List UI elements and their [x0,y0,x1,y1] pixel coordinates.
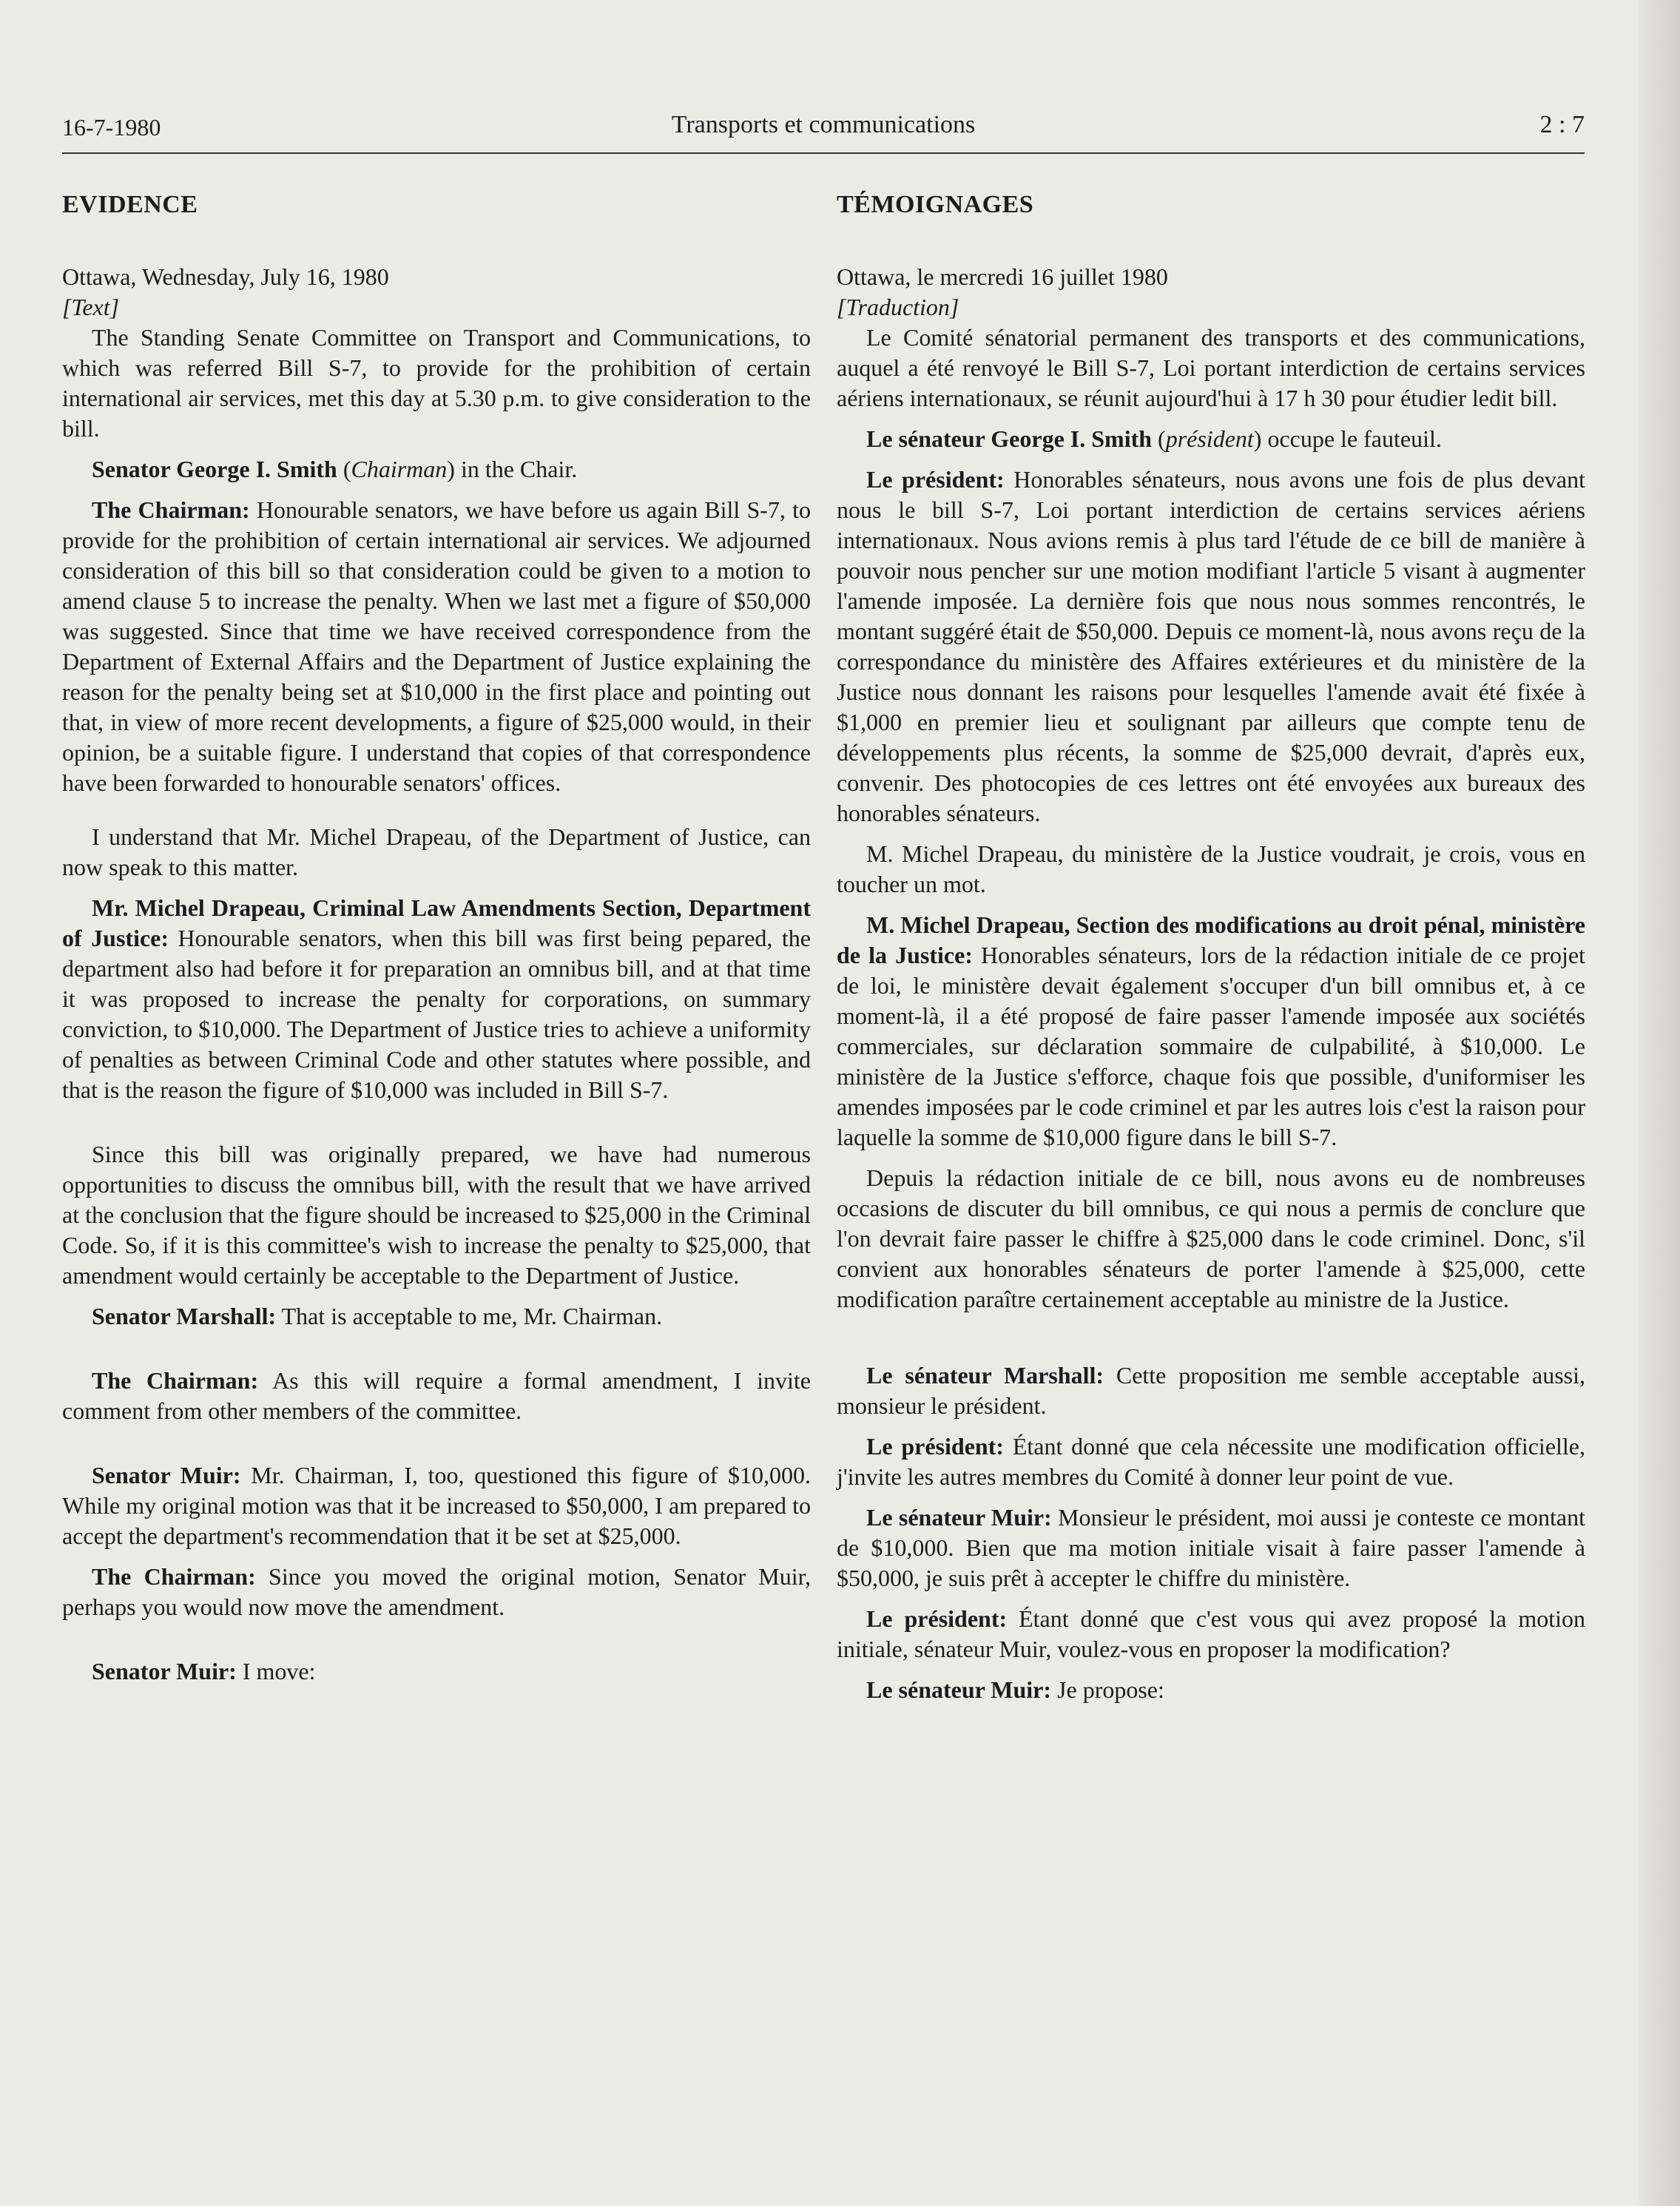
paragraph-chairman-2 [62,1366,811,1426]
paragraph-text: Cette proposition me semble acceptable aussi, monsieur le président. [837,1362,1586,1419]
paragraph-text: Since you moved the original motion, Senator Muir, perhaps you would now move the amendment. [62,1563,812,1620]
speaker-name: Le président: [866,1605,1008,1632]
traduction-tag: [Traduction] [837,294,959,320]
paragraph-drapeau [837,910,1585,1153]
paragraph-text: Honourable senators, when this bill was first being pepared, the department also had before it for preparation an omnibus bill, and at that time it was proposed to increase the penalty for corporations, on summary conviction, to $10,000. The Department of Justice tries to achieve a uniformity of penalties as between Criminal Code and other statutes where possible, and that is the reason the figure of $10,000 was included in Bill S-7. [62,925,812,1103]
paragraph-text: Monsieur le président, moi aussi je conteste ce montant de $10,000. Bien que ma motion initiale visait à faire passer l'amende à $50,000, je suis prêt à accepter le chiffre du ministère. [837,1504,1586,1591]
temoignages-heading: TÉMOIGNAGES [837,191,1034,218]
english-column [62,191,811,1697]
speaker-name: Senator George I. Smith [92,456,337,482]
text-tag: [Text] [62,294,120,320]
speaker-name: Senator Muir: [92,1462,241,1488]
paragraph-text: Étant donné que cela nécessite une modification officielle, j'invite les autres membres du Comité à donner leur point de vue. [837,1433,1586,1490]
paragraph-text: Je propose: [1051,1676,1164,1703]
header-title: Transports et communications [671,111,976,138]
speaker-name: M. Michel Drapeau, Section des modifications au droit pénal, ministère de la Justice: [837,911,1585,968]
paragraph-text: Mr. Chairman, I, too, questioned this figure of $10,000. While my original motion was that it be increased to $50,000, I am prepared to accept the department's recommendation that it be set at $25,000. [62,1462,812,1549]
paragraph-president-3 [837,1604,1585,1664]
running-header [62,108,1585,154]
paragraph-drapeau-intro: I understand that Mr. Michel Drapeau, of the Department of Justice, can now speak to this matter. [62,823,811,880]
header-page-number: 2 : 7 [1539,111,1585,138]
speaker-name: Le sénateur Marshall: [866,1362,1104,1389]
paragraph-intro: The Standing Senate Committee on Transport and Communications, to which was referred Bill S-7, to provide for the prohibition of certain international air services, met this day at 5.30 p.m. to give consideration to the bill. [62,324,811,442]
speaker-name: Le président: [866,466,1005,493]
speaker-name: The Chairman: [92,1563,256,1590]
paragraph-drapeau-2: Since this bill was originally prepared, we have had numerous opportunities to discuss the omnibus bill, with the result that we have arrived at the conclusion that the figure should be increased to $25,000 in the Criminal Code. So, if it is this committee's wish to increase the penalty to $25,000, that amendment would certainly be acceptable to the Department of Justice. [62,1141,811,1289]
speaker-name: Mr. Michel Drapeau, Criminal Law Amendments Section, Department of Justice: [62,894,811,951]
paragraph-president-1 [837,465,1585,829]
paragraph-marshall [62,1301,811,1332]
paragraph-text: Honourable senators, we have before us again Bill S-7, to provide for the prohibition of certain international air services. We adjourned consideration of this bill so that consideration could be given to a motion to amend clause 5 to increase the penalty. When we last met a figure of $50,000 was suggested. Since that time we have received correspondence from the Department of External Affairs and the Department of Justice explaining the reason for the penalty being set at $10,000 in the first place and pointing out that, in view of more recent developments, a figure of $25,000 would, in their opinion, be a suitable figure. I understand that copies of that correspondence have been forwarded to honourable senators' offices. [62,496,812,796]
paragraph-text: occupe le fauteuil. [1261,425,1442,452]
speaker-role: président [1165,425,1254,452]
paragraph-muir-2 [62,1656,811,1687]
paragraph-muir-1 [837,1502,1585,1593]
paragraph-chair-note: Senator George I. Smith (Chairman) in the Chair. [92,456,578,482]
paragraph-text: That is acceptable to me, Mr. Chairman. [276,1303,663,1329]
paragraph-text: I move: [236,1658,316,1684]
speaker-name: Senator Muir: [92,1658,237,1684]
paragraph-muir-1 [62,1460,811,1551]
speaker-name: Le sénateur Muir: [866,1676,1052,1703]
speaker-role: Chairman [351,456,448,482]
french-column [837,191,1585,1716]
speaker-name: Senator Marshall: [92,1303,277,1329]
paragraph-chairman-1 [62,495,811,798]
speaker-name: Le sénateur Muir: [866,1504,1052,1531]
paragraph-drapeau [62,893,811,1105]
paragraph-drapeau-intro: M. Michel Drapeau, du ministère de la Justice voudrait, je crois, vous en toucher un mot. [837,840,1585,897]
paragraph-text: Honorables sénateurs, lors de la rédaction initiale de ce projet de loi, le ministère devait également s'occuper d'un bill omnibus et, à ce moment-là, il a été proposé de faire passer l'amende imposée aux sociétés commerciales, sur déclaration sommaire de culpabilité, à $10,000. Le ministère de la Justice s'efforce, chaque fois que possible, d'uniformiser les amendes imposées par le code criminel et par les autres lois c'est la raison pour laquelle la somme de $10,000 figure dans le bill S-7. [837,942,1585,1150]
page-edge-shadow [1639,0,1680,2206]
dateline: Ottawa, le mercredi 16 juillet 1980 [837,263,1168,290]
paragraph-text: in the Chair. [454,456,578,482]
paragraph-text: As this will require a formal amendment, I invite comment from other members of the committee. [62,1367,812,1424]
paragraph-drapeau-2: Depuis la rédaction initiale de ce bill, nous avons eu de nombreuses occasions de discuter du bill omnibus, ce qui nous a permis de conclure que l'on devrait faire passer le chiffre à $25,000 dans le code criminel. Donc, s'il convient aux honorables sénateurs de porter l'amende à $25,000, cette modification paraître certainement acceptable au ministre de la Justice. [837,1164,1585,1312]
speaker-name: The Chairman: [92,1367,259,1394]
paragraph-text: Étant donné que c'est vous qui avez proposé la motion initiale, sénateur Muir, voulez-vous en proposer la modification? [837,1605,1585,1662]
paragraph-president-2 [837,1431,1585,1492]
speaker-name: Le président: [866,1433,1005,1460]
speaker-name: The Chairman: [92,496,250,523]
dateline: Ottawa, Wednesday, July 16, 1980 [62,263,389,290]
paragraph-text: Honorables sénateurs, nous avons une fois de plus devant nous le bill S-7, Loi portant interdiction de certains services aériens internationaux. Nous avions remis à plus tard l'étude de ce bill de manière à pouvoir nous pencher sur une motion modifiant l'article 5 visant à augmenter l'amende imposée. La dernière fois que nous nous sommes rencontrés, le montant suggéré était de $50,000. Depuis ce moment-là, nous avons reçu de la correspondance du ministère des Affaires extérieures et du ministère de la Justice nous donnant les raisons pour lesquelles l'amende avait été fixée à $1,000 en premier lieu et soulignant par ailleurs que compte tenu de développements plus récents, la somme de $25,000 devrait, d'après eux, convenir. Des photocopies de ces lettres ont été envoyées aux bureaux des honorables sénateurs. [837,466,1586,826]
paragraph-marshall [837,1360,1585,1421]
paragraph-chairman-3 [62,1562,811,1622]
header-date: 16-7-1980 [62,114,161,141]
paragraph-muir-2 [837,1675,1585,1705]
speaker-name: Le sénateur George I. Smith [866,425,1153,452]
evidence-heading: EVIDENCE [62,191,198,218]
paragraph-intro: Le Comité sénatorial permanent des transports et des communications, auquel a été renvoyé le Bill S-7, Loi portant interdiction de certains services aériens internationaux, se réunit aujourd'hui à 17 h 30 pour étudier ledit bill. [837,324,1585,411]
paragraph-chair-note: Le sénateur George I. Smith (président) occupe le fauteuil. [866,425,1442,452]
